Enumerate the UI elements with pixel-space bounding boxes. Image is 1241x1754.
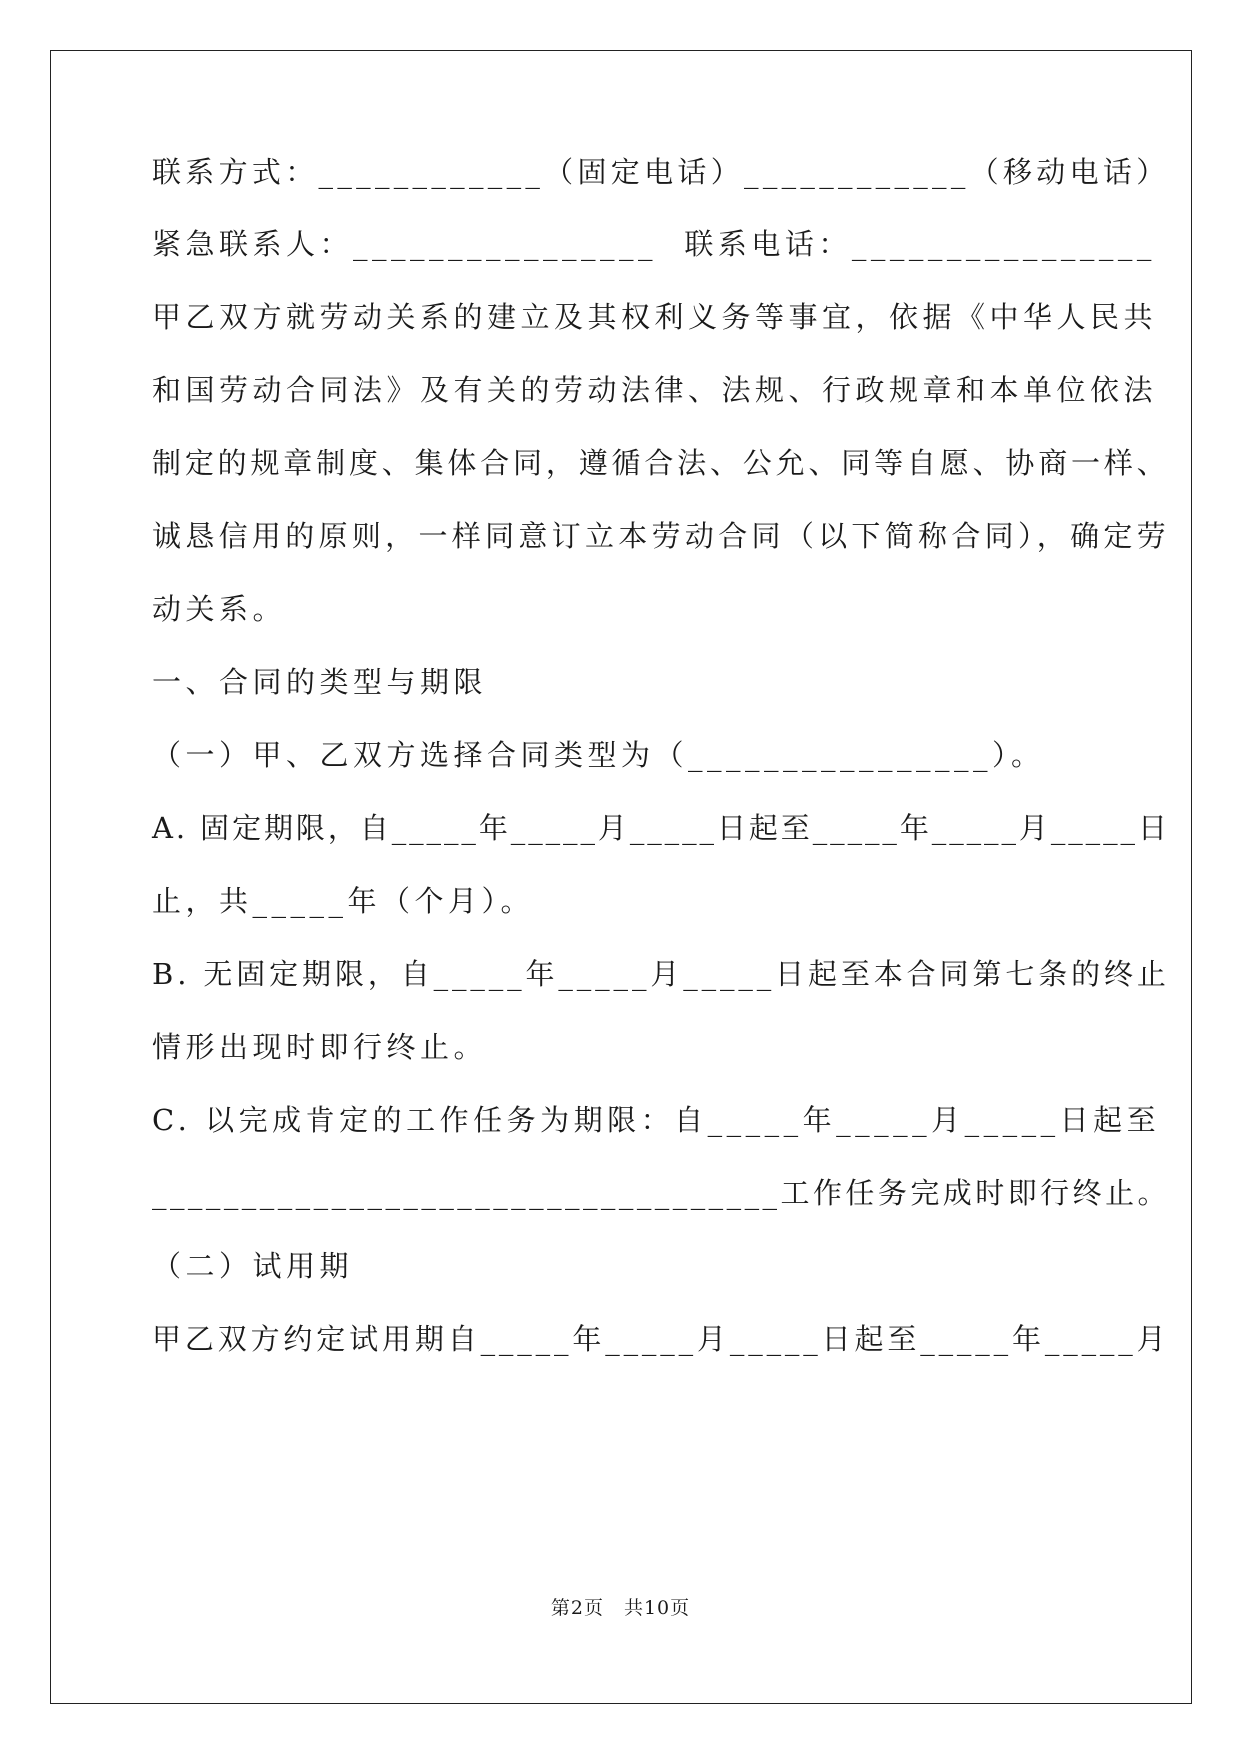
option-c-line: ___________________________________工作任务完成时即行终止。 (152, 1176, 1171, 1210)
subsection-line: （一）甲、乙双方选择合同类型为（________________）。 (152, 738, 1045, 772)
paragraph-line: 动关系。 (152, 592, 287, 626)
subsection-heading: （二）试用期 (152, 1249, 354, 1283)
page-number-footer: 第2页 共10页 (550, 1597, 691, 1619)
option-c-line: C. 以完成肯定的工作任务为期限：自_____年_____月_____日起至 (152, 1103, 1161, 1137)
paragraph-line: 甲乙双方就劳动关系的建立及其权利义务等事宜，依据《中华人民共 (152, 300, 1158, 334)
paragraph-line: 制定的规章制度、集体合同，遵循合法、公允、同等自愿、协商一样、 (152, 446, 1170, 480)
contact-method-line: 联系方式：____________（固定电话）____________（移动电话） (152, 155, 1170, 189)
section-heading: 一、合同的类型与期限 (152, 665, 488, 699)
emergency-contact-line: 紧急联系人：________________ 联系电话：________________ (152, 227, 1156, 261)
option-b-line: B. 无固定期限，自_____年_____月_____日起至本合同第七条的终止 (152, 957, 1170, 991)
paragraph-line: 和国劳动合同法》及有关的劳动法律、法规、行政规章和本单位依法 (152, 373, 1158, 407)
option-a-line: A. 固定期限，自_____年_____月_____日起至_____年_____月_____日 (152, 811, 1170, 845)
option-b-line: 情形出现时即行终止。 (152, 1030, 488, 1064)
paragraph-line: 诚恳信用的原则，一样同意订立本劳动合同（以下简称合同），确定劳 (152, 519, 1171, 553)
probation-line: 甲乙双方约定试用期自_____年_____月_____日起至_____年_____月 (152, 1322, 1170, 1356)
option-a-line: 止，共_____年（个月）。 (152, 884, 535, 918)
